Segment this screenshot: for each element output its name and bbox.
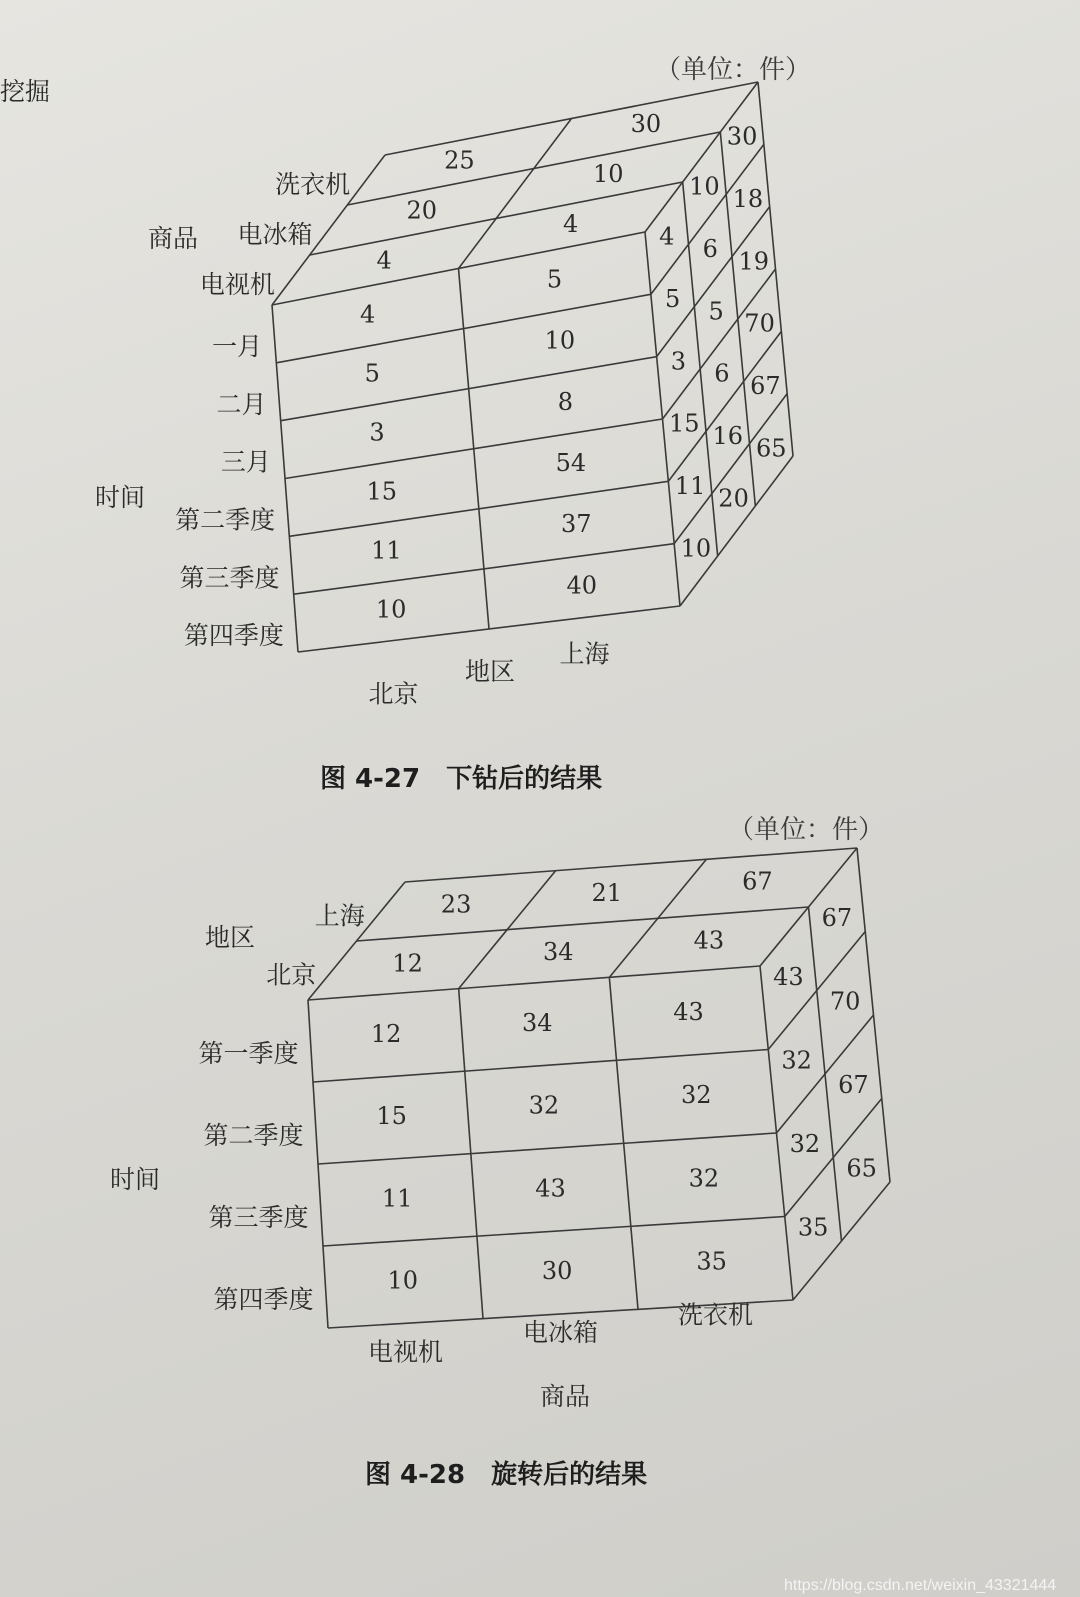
time-label: 第四季度 <box>183 621 284 651</box>
front-cell-value: 4 <box>359 300 376 329</box>
figure-4-27-time-axis-label: 时间 <box>95 483 146 512</box>
side-cell-value: 43 <box>773 962 804 991</box>
side-cell-value: 32 <box>789 1129 821 1158</box>
top-cell-value: 23 <box>440 890 472 919</box>
front-row-line <box>318 1133 777 1164</box>
region-label: 北京 <box>368 679 419 709</box>
side-cell-value: 20 <box>718 484 749 513</box>
time-label: 第三季度 <box>179 563 280 593</box>
top-cell-value: 4 <box>376 246 392 275</box>
side-cell-value: 65 <box>755 434 787 463</box>
front-cell-value: 10 <box>387 1266 419 1295</box>
side-cell-value: 67 <box>750 372 781 400</box>
front-cell-value: 10 <box>544 326 576 355</box>
figure-4-28-product-axis-label: 商品 <box>540 1382 591 1411</box>
side-cell-value: 18 <box>732 185 764 213</box>
side-cell-value: 70 <box>744 309 775 338</box>
figure-4-28-region-axis-label: 地区 <box>205 923 256 952</box>
front-cell-value: 10 <box>375 595 407 624</box>
front-cell-value: 5 <box>546 265 563 294</box>
region-label: 上海 <box>559 639 610 669</box>
front-cell-value: 40 <box>566 571 598 600</box>
corner-text: 挖掘 <box>0 77 51 106</box>
product-label: 洗衣机 <box>275 170 351 199</box>
figure-4-27-cube <box>95 55 811 794</box>
side-cell-value: 6 <box>714 359 730 388</box>
product-label: 电视机 <box>367 1337 444 1367</box>
front-row-line <box>323 1217 785 1247</box>
top-cell-value: 21 <box>591 879 623 907</box>
side-cell-value: 65 <box>846 1154 877 1183</box>
product-label: 电视机 <box>199 270 275 299</box>
time-label: 第三季度 <box>208 1203 309 1232</box>
csdn-watermark: https://blog.csdn.net/weixin_43321444 <box>784 1577 1057 1594</box>
top-depth-line <box>357 907 809 941</box>
top-cell-value: 12 <box>392 949 423 978</box>
top-cell-value: 10 <box>592 159 624 188</box>
top-cell-value: 67 <box>742 867 773 896</box>
side-cell-value: 5 <box>708 297 724 326</box>
front-cell-value: 8 <box>557 387 574 416</box>
side-cell-value: 4 <box>659 222 675 251</box>
front-cell-value: 32 <box>680 1081 712 1110</box>
side-cell-value: 32 <box>781 1046 812 1075</box>
front-cell-value: 43 <box>535 1174 566 1203</box>
top-cell-value: 20 <box>406 196 438 225</box>
side-cell-value: 6 <box>702 235 718 263</box>
top-col-line <box>459 871 556 989</box>
figure-4-28-time-axis-label: 时间 <box>110 1165 161 1194</box>
time-label: 二月 <box>216 389 267 419</box>
time-label: 三月 <box>220 447 271 477</box>
figure-4-27-unit-label: （单位：件） <box>655 55 812 85</box>
region-label: 上海 <box>314 901 365 931</box>
side-cell-value: 70 <box>829 987 861 1016</box>
front-cell-value: 35 <box>696 1247 727 1276</box>
cube-edge <box>405 848 857 882</box>
product-label: 电冰箱 <box>237 220 313 249</box>
side-cell-value: 15 <box>668 409 700 438</box>
front-cell-value: 15 <box>366 477 398 506</box>
side-cell-value: 3 <box>670 347 687 376</box>
figure-4-27-region-axis-label: 地区 <box>465 657 516 686</box>
top-cell-value: 34 <box>542 938 574 966</box>
side-cell-value: 10 <box>689 172 720 201</box>
front-cell-value: 37 <box>561 510 592 539</box>
front-cell-value: 32 <box>528 1091 560 1120</box>
side-cell-value: 10 <box>680 534 712 563</box>
top-cell-value: 43 <box>693 926 725 955</box>
front-cell-value: 11 <box>381 1184 413 1213</box>
figure-4-27-caption: 图 4-27 下钻后的结果 <box>320 764 603 794</box>
front-col-line <box>459 269 490 630</box>
figure-4-27-product-axis-label: 商品 <box>148 224 199 253</box>
front-cell-value: 32 <box>688 1164 720 1193</box>
time-label: 第四季度 <box>213 1285 314 1314</box>
figure-4-28-unit-label: （单位：件） <box>728 815 885 845</box>
top-cell-value: 4 <box>562 209 579 238</box>
front-cell-value: 3 <box>369 418 385 447</box>
front-cell-value: 54 <box>555 448 587 477</box>
side-cell-value: 67 <box>838 1070 869 1099</box>
side-depth-line <box>809 907 842 1241</box>
side-cell-value: 11 <box>674 472 706 500</box>
time-label: 第一季度 <box>198 1039 299 1068</box>
side-cell-value: 67 <box>821 903 853 932</box>
product-label: 洗衣机 <box>677 1300 754 1330</box>
side-cell-value: 19 <box>738 247 770 276</box>
figure-4-28-caption: 图 4-28 旋转后的结果 <box>365 1460 648 1490</box>
front-cell-value: 5 <box>364 359 380 388</box>
side-cell-value: 35 <box>797 1213 829 1242</box>
front-cell-value: 34 <box>522 1008 553 1037</box>
front-cell-value: 30 <box>541 1257 573 1286</box>
time-label: 第二季度 <box>203 1121 304 1150</box>
time-label: 一月 <box>212 331 263 361</box>
top-col-line <box>609 859 706 977</box>
top-cell-value: 25 <box>444 146 475 175</box>
cube-edge <box>308 966 760 1000</box>
front-cell-value: 11 <box>371 536 402 565</box>
top-col-line <box>459 119 572 269</box>
front-row-line <box>313 1050 768 1083</box>
front-cell-value: 12 <box>370 1019 402 1048</box>
figure-4-28-cube <box>110 815 890 1490</box>
side-cell-value: 16 <box>712 422 744 450</box>
time-label: 第二季度 <box>175 505 276 535</box>
front-cell-value: 15 <box>376 1102 407 1131</box>
front-cell-value: 43 <box>673 997 704 1026</box>
side-cell-value: 30 <box>726 122 758 151</box>
region-label: 北京 <box>266 960 317 990</box>
top-cell-value: 30 <box>630 109 662 138</box>
product-label: 电冰箱 <box>522 1318 599 1347</box>
side-cell-value: 5 <box>664 285 681 313</box>
